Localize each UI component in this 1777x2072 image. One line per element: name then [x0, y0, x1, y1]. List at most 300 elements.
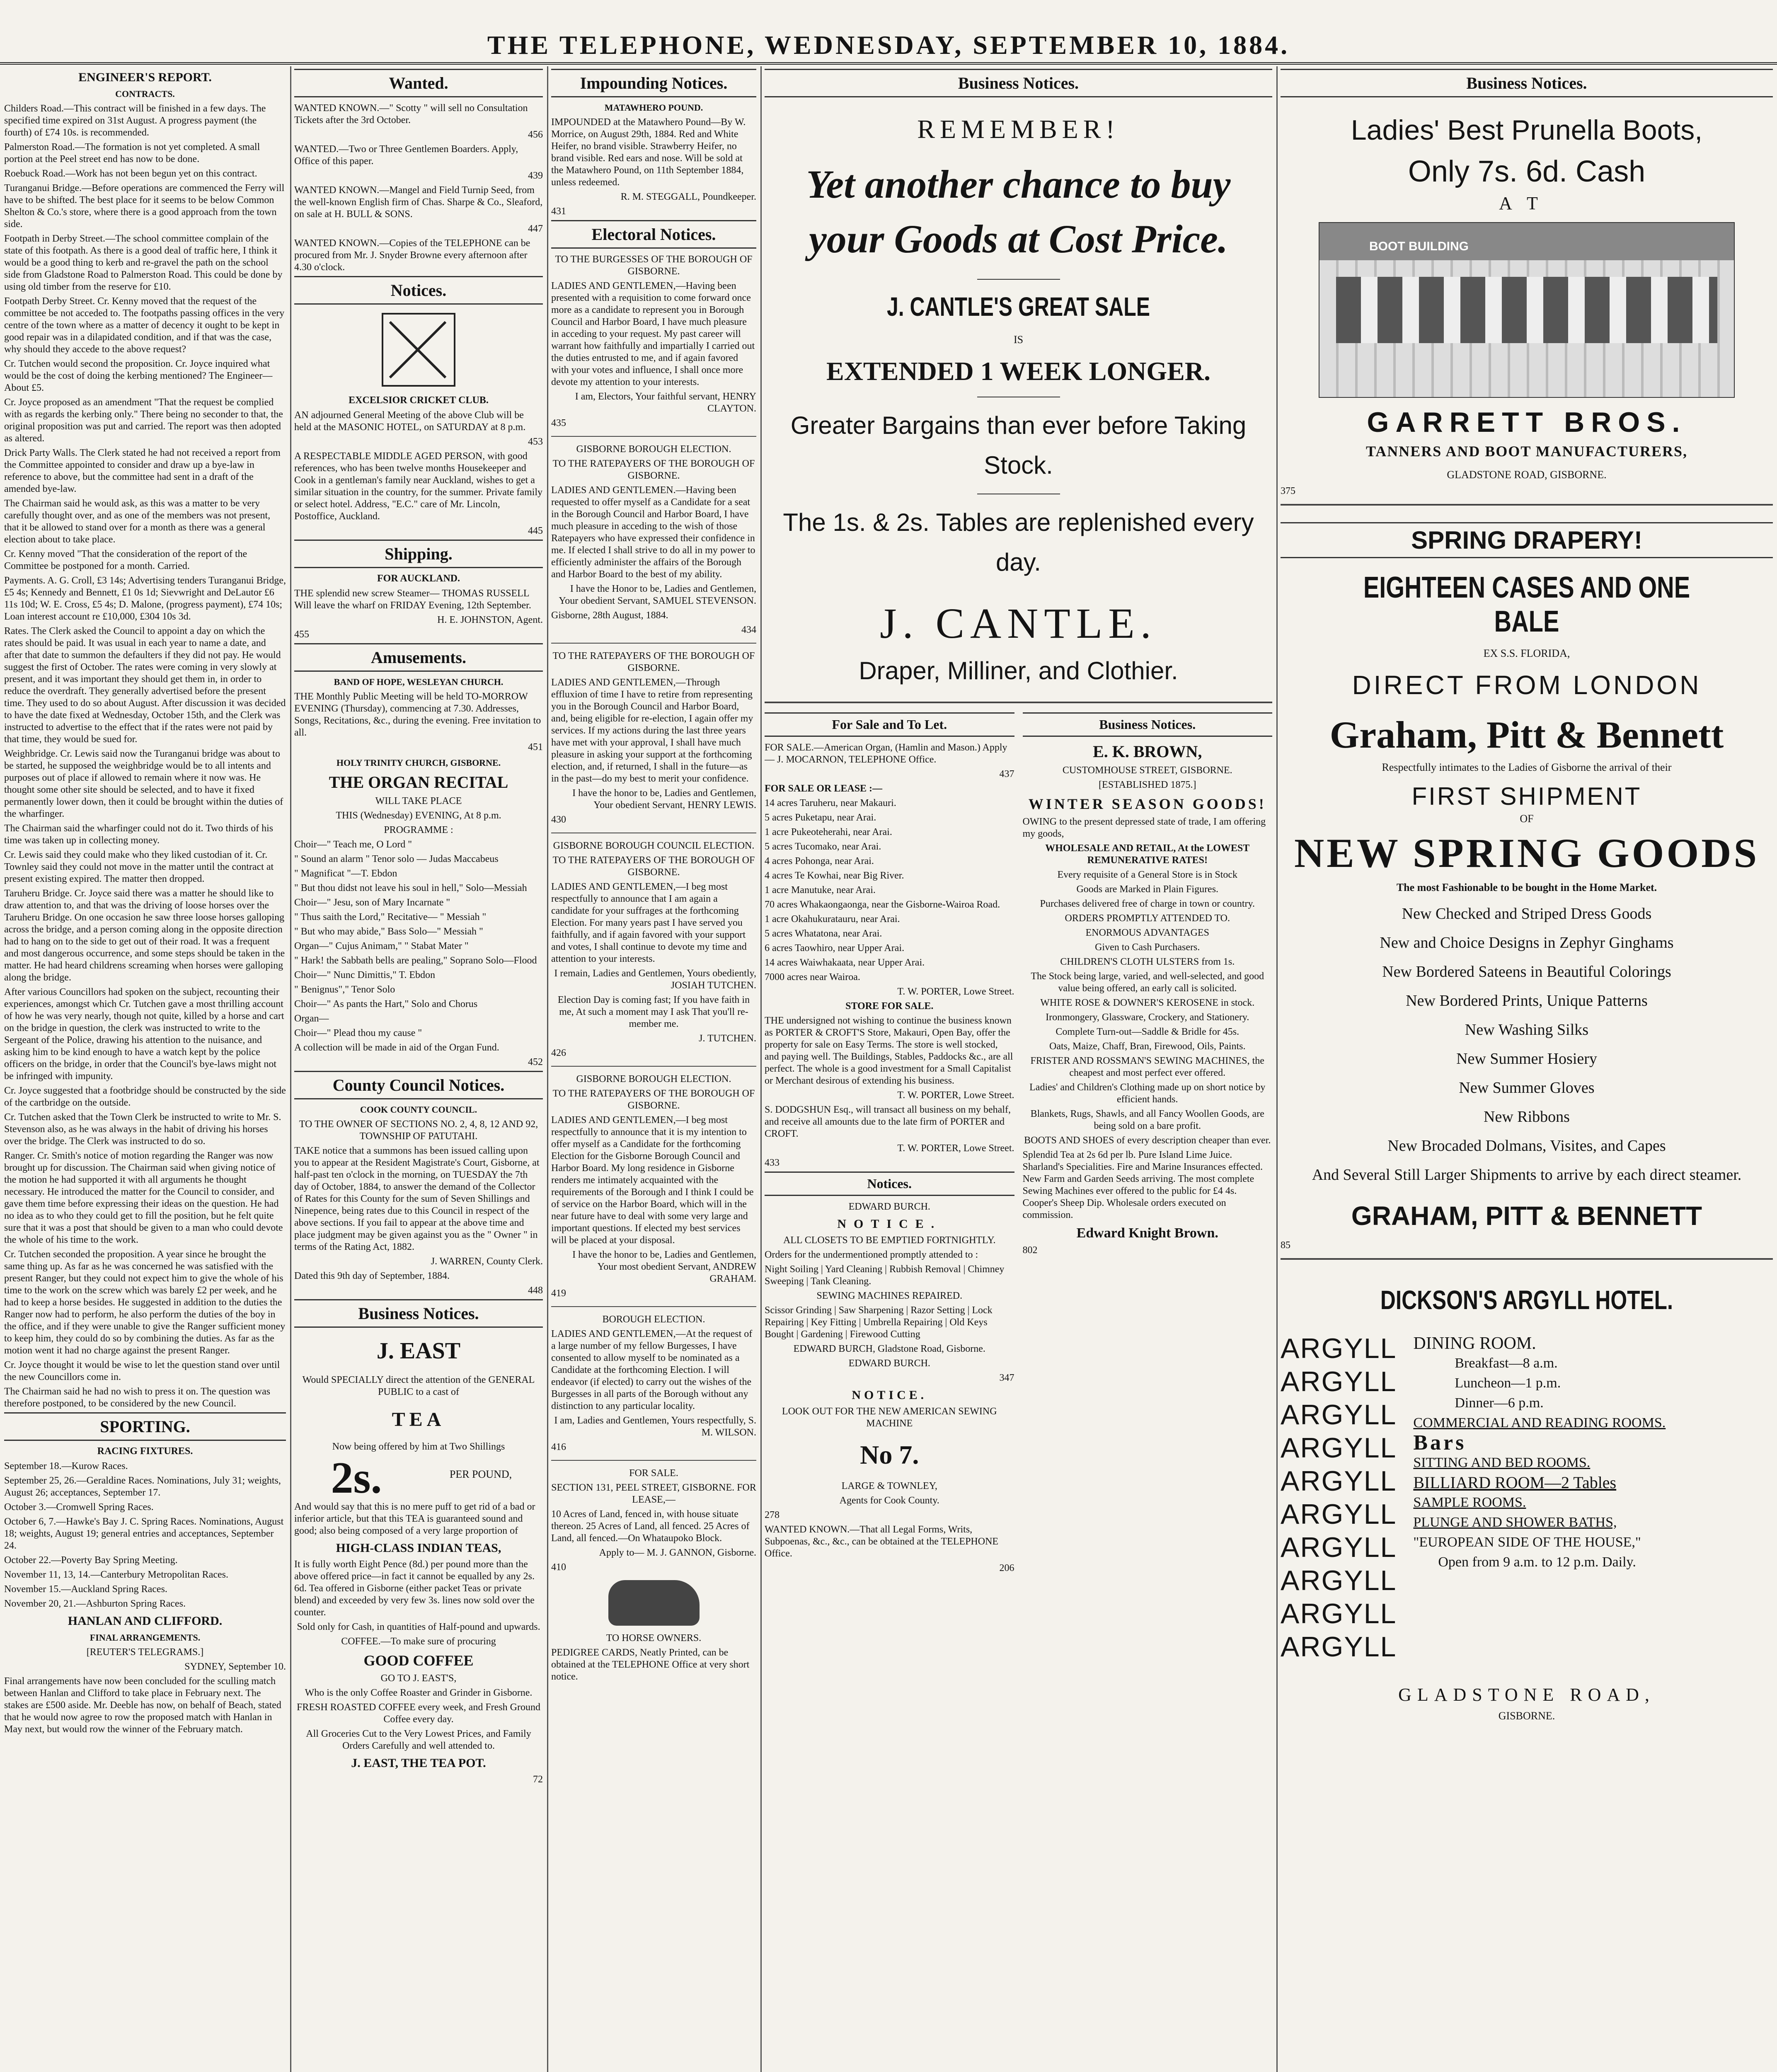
boots-price: Only 7s. 6d. Cash	[1408, 155, 1646, 188]
graham-pitt-bennett: Graham, Pitt & Bennett	[1329, 714, 1724, 756]
luncheon-time: Luncheon—1 p.m.	[1455, 1375, 1561, 1391]
report-paragraph: Turanganui Bridge.—Before operations are commenced the Ferry will have to be shifted. The best place for it seems to be below Common Shelton & Co.'s store, where there is a good approach from the town side.	[4, 183, 285, 230]
lower-ads	[765, 710, 1272, 1577]
report-paragraph: Rates. The Clerk asked the Council to appoint a day on which the rates should be paid. It was usual in each year to name a date, and after that date to summon the defaulters if they did not pay. He would suggest the first of October. The rates were coming in very slowly at present, and it was important they should get them in, in order to reduce the overdraft. They generally advertised before the present time. They used to do so about August. After discussion it was decided to have the date fixed at Wednesday, October 15th, and the Clerk was instructed to advertise to the effect that if the rates were not paid by that time, they would be sued for.	[4, 626, 286, 745]
respectfully-intimates: Respectfully intimates to the Ladies of Gisborne the arrival of their	[1382, 761, 1672, 773]
burch-list: Scissor Grinding | Saw Sharpening | Razor Setting | Lock Repairing | Key Fitting | Umbrella Repairing | Old Keys Bought | Gardening | Firewood Cutting	[765, 1305, 993, 1340]
sitting-rooms: SITTING AND BED ROOMS.	[1413, 1455, 1591, 1470]
goods-item: New Checked and Striped Dress Goods	[1402, 905, 1652, 922]
prunella-boots: Ladies' Best Prunella Boots,	[1351, 114, 1703, 146]
impounding-header: Impounding Notices.	[551, 69, 756, 97]
programme-item: Organ—	[294, 1013, 329, 1024]
cricket-text: AN adjourned General Meeting of the above Club will be held at the MASONIC HOTEL, on SATURDAY at 8 p.m.	[294, 410, 526, 433]
tanners: TANNERS AND BOOT MANUFACTURERS,	[1365, 443, 1688, 460]
lewis-sign: I have the honor to be, Ladies and Gentlemen, Your obedient Servant, HENRY LEWIS.	[572, 788, 756, 811]
stevenson-date: Gisborne, 28th August, 1884.	[551, 610, 668, 621]
argyll-word: ARGYLL	[1281, 1565, 1397, 1596]
brown-winter: WINTER SEASON GOODS!	[1028, 796, 1266, 812]
wilson-head: BOROUGH ELECTION.	[602, 1314, 705, 1325]
store-sign: T. W. PORTER, Lowe Street.	[897, 1090, 1014, 1101]
garrett-bros: GARRETT BROS.	[1367, 407, 1687, 438]
burch-notice: NOTICE.	[837, 1217, 942, 1231]
hanlan-subtitle: FINAL ARRANGEMENTS.	[90, 1632, 201, 1643]
wanted-ad-number: 456	[528, 129, 543, 140]
report-paragraph: Cr. Joyce proposed as an amendment "That the request be complied with as regards the kerbing only." There being no seconder to that, the original proposition was put and carried. The report was then adopted as altered.	[4, 397, 283, 444]
lewis-to: TO THE RATEPAYERS OF THE BOROUGH OF GISBORNE.	[552, 651, 755, 673]
programme-item: " But thou didst not leave his soul in hell," Solo—Messiah	[294, 883, 527, 893]
townley-notice: NOTICE.	[852, 1388, 927, 1402]
sale-title: SECTION 131, PEEL STREET, GISBORNE. FOR LEASE,—	[551, 1482, 756, 1505]
programme-item: " But who may abide," Bass Solo—" Messiah "	[294, 926, 483, 937]
brown-stock: The Stock being large, varied, and well-selected, and good value being offered, an early call is solicited.	[1031, 971, 1264, 994]
masthead-title: THE TELEPHONE, WEDNESDAY, SEPTEMBER 10, 1884.	[487, 30, 1290, 60]
column-wanted-notices	[294, 66, 543, 2072]
county-to: TO THE OWNER OF SECTIONS NO. 2, 4, 8, 12 AND 92, TOWNSHIP OF PATUTAHI.	[299, 1119, 538, 1142]
shipping-number: 455	[294, 629, 309, 640]
cricket-title: EXCELSIOR CRICKET CLUB.	[349, 395, 489, 406]
brown-ulsters: CHILDREN'S CLOTH ULSTERS from 1s.	[1060, 956, 1235, 967]
band-text: THE Monthly Public Meeting will be held TO-MORROW EVENING (Thursday), commencing at 7.30. Addresses, Songs, Recitations, &c., during the evening. Free invitation to all.	[294, 691, 541, 738]
notices-header: Notices.	[765, 1172, 1014, 1196]
graham-to: TO THE RATEPAYERS OF THE BOROUGH OF GISBORNE.	[552, 1088, 755, 1111]
clayton-sign: I am, Electors, Your faithful servant, HENRY CLAYTON.	[575, 391, 756, 414]
east-tea-text: Now being offered by him at Two Shillings	[332, 1441, 505, 1452]
lease-title: FOR SALE OR LEASE :—	[765, 783, 883, 794]
burch-sign: EDWARD BURCH, Gladstone Road, Gisborne.	[793, 1343, 985, 1354]
hanlan-text: Final arrangements have now been concluded for the sculling match between Hanlan and Clifford to take place in February next. The stakes are £500 aside. Mr. Deeble has now, on behalf of Beach, stated that he would now agree to row the proposed match with Hanlan in May next, but would row the winner of the February match.	[4, 1676, 281, 1735]
wanted-ad: WANTED.—Two or Three Gentlemen Boarders. Apply, Office of this paper.	[294, 144, 518, 167]
bargains-text: Greater Bargains than ever before Taking Stock.	[790, 411, 1247, 479]
divider	[551, 1066, 756, 1067]
remember-heading: REMEMBER!	[917, 114, 1120, 144]
lewis-text: LADIES AND GENTLEMEN,—Through effluxion of time I have to retire from representing you in the Borough Council and Harbor Board, and, being eligible for re-election, I again offer my services. If my actions during the last three years have met with your approval, I shall have much pleasure in asking your support at the forthcoming election, and, if returned, I shall in the future—as in the past—do my best to merit your confidence.	[551, 677, 753, 784]
graham-sign: I have the honor to be, Ladies and Gentlemen, Your most obedient Servant, ANDREW GRAHAM.	[572, 1249, 756, 1284]
organ-number: 452	[528, 1057, 543, 1067]
shipping-destination: FOR AUCKLAND.	[377, 573, 460, 584]
lease-item: 5 acres Whatatona, near Arai.	[765, 928, 882, 939]
stevenson-to: TO THE RATEPAYERS OF THE BOROUGH OF GISBORNE.	[552, 458, 755, 481]
brown-established: [ESTABLISHED 1875.]	[1099, 779, 1196, 790]
store-windows	[1336, 277, 1717, 343]
lease-item: 14 acres Waiwhakaata, near Upper Arai.	[765, 957, 925, 968]
stevenson-head: GISBORNE BOROUGH ELECTION.	[576, 444, 731, 455]
programme-item: " Thus saith the Lord," Recitative— " Messiah "	[294, 912, 487, 922]
report-paragraph: Roebuck Road.—Work has not been begun yet on this contract.	[4, 168, 257, 179]
report-title: ENGINEER'S REPORT.	[78, 70, 212, 84]
report-paragraph: Taruheru Bridge. Cr. Joyce said there was a matter he should like to draw attention to, and that was the driving of loose horses over the Taruheru Bridge. On one occasion he saw three loose horses galloping across the bridge, and a person coming along in the opposite direction had to hang on to the side to get out of their road. It was a frequent and most dangerous occurrence, and some steps should be taken in the matter. He had heard childrens screaming when horses were galloping along the bridge.	[4, 888, 285, 983]
garrett-store-engraving	[1319, 222, 1735, 398]
east-indian: HIGH-CLASS INDIAN TEAS,	[336, 1541, 501, 1555]
shipping-text: THE splendid new screw Steamer— THOMAS RUSSELL Will leave the wharf on FRIDAY Evening, 12th September.	[294, 588, 531, 611]
report-paragraph: The Chairman said he would ask, as this was a matter to be very carefully thought over, and as one of the members was not present, that it be allowed to stand over for a month as there was a general election about to take place.	[4, 498, 271, 545]
shipping-agent: H. E. JOHNSTON, Agent.	[437, 615, 543, 625]
brown-turnout: Complete Turn-out—Saddle & Bridle for 45s.	[1056, 1026, 1240, 1037]
graham-text: LADIES AND GENTLEMEN,—I beg most respectfully to announce that it is my intention to offer myself as a Candidate for the forthcoming Election for the Gisborne Borough Council and Harbor Board. My long residence in Gisborne renders me intimately acquainted with the requirements of the Borough and I think I could be of service on the Harbor Board, which will in the near future have to deal with some very large and important questions. If elected my best services will be placed at your disposal.	[551, 1115, 754, 1246]
lease-item: 4 acres Te Kowhai, near Big River.	[765, 870, 904, 881]
report-paragraph: The Chairman said he had no wish to press it on. The question was therefore postponed, to be considered by the new Council.	[4, 1386, 271, 1409]
brown-free: Purchases delivered free of charge in town or country.	[1040, 898, 1255, 909]
county-title: COOK COUNTY COUNCIL.	[360, 1104, 477, 1115]
wanted-list	[294, 102, 543, 274]
lease-list	[765, 797, 1014, 983]
east-text2: And would say that this is no mere puff to get rid of a bad or inferior article, but that this TEA is guaranteed sound and good; also being composed of a very large proportion of	[294, 1501, 535, 1536]
burch-orders: Orders for the undermentioned promptly attended to :	[765, 1249, 978, 1260]
dodgshun-sign: T. W. PORTER, Lowe Street.	[897, 1143, 1014, 1154]
opening-hours: Open from 9 a.m. to 12 p.m. Daily.	[1438, 1554, 1636, 1570]
organ-sale-number: 437	[999, 769, 1014, 779]
sale-apply: Apply to— M. J. GANNON, Gisborne.	[599, 1547, 756, 1558]
divider	[551, 643, 756, 644]
brown-goods: Goods are Marked in Plain Figures.	[1076, 884, 1219, 895]
brown-number: 802	[1022, 1245, 1038, 1256]
tutchen-to: TO THE RATEPAYERS OF THE BOROUGH OF GISBORNE.	[552, 855, 755, 878]
stevenson-number: 434	[741, 625, 756, 635]
wanted-header: Wanted.	[294, 69, 543, 97]
graham-head: GISBORNE BOROUGH ELECTION.	[576, 1074, 731, 1084]
store-title: STORE FOR SALE.	[845, 1001, 934, 1012]
report-paragraph: Footpath Derby Street. Cr. Kenny moved that the request of the committee be not acceded to. The footpaths passing offices in the very centre of the town where as a matter of decency it ought to be kept in good repair was in a dilapidated condition, and if that was the case, why should they accede to the above request?	[4, 296, 285, 355]
brown-every: Every requisite of a General Store is in Stock	[1057, 869, 1238, 880]
county-sign: J. WARREN, County Clerk.	[431, 1256, 543, 1267]
brown-wholesale: WHOLESALE AND RETAIL, At the LOWEST REMUNERATIVE RATES!	[1045, 843, 1250, 866]
report-paragraph: Cr. Tutchen seconded the proposition. A year since he brought the same thing up. As far as he was concerned he was satisfied with the present Ranger, but they could not expect him to give the whole of his time to the work on the screw which was barely £2 per week, and he had to keep a horse besides. He suggested in addition to the duties the Ranger now had to perform, he also perform the duties of the boy in the office, and if they were unable to give the Ranger sufficient money to keep him, they could do so by combining the duties. As far as the motion went it had no charge against the present Ranger.	[4, 1249, 286, 1356]
county-date: Dated this 9th day of September, 1884.	[294, 1271, 450, 1281]
breakfast-time: Breakfast—8 a.m.	[1455, 1356, 1558, 1371]
tutchen-head: GISBORNE BOROUGH COUNCIL ELECTION.	[553, 840, 755, 851]
report-subtitle: CONTRACTS.	[115, 89, 175, 99]
brown-cash: Given to Cash Purchasers.	[1095, 942, 1200, 953]
yet-another-chance: Yet another chance to buy your Goods at Cost Price.	[806, 162, 1231, 261]
lease-item: 14 acres Taruheru, near Makauri.	[765, 798, 896, 808]
lease-item: 5 acres Puketapu, near Arai.	[765, 812, 876, 823]
business-header: Business Notices.	[1281, 69, 1773, 97]
dodgshun-number: 433	[765, 1157, 780, 1168]
racing-list	[4, 1460, 286, 1610]
tutchen-verse: Election Day is coming fast; If you have faith in me, At such a moment may I ask That you'll re-member me.	[557, 995, 750, 1029]
wilson-text: LADIES AND GENTLEMEN,—At the request of a large number of my fellow Burgesses, I have consented to allow myself to be nominated as a Candidate at the forthcoming Election. I will endeavor (if elected) to carry out the wishes of the Burgesses in all parts of the Borough without any distinction to any particular locality.	[551, 1329, 753, 1411]
cantle-name: J. CANTLE.	[880, 600, 1157, 647]
wanted-ad-number: 439	[528, 170, 543, 181]
stevenson-text: LADIES AND GENTLEMEN.—Having been requested to offer myself as a Candidate for a seat in the Borough Council and Harbor Board, I have much pleasure in acceding to the wish of those Ratepayers who have expressed their confidence in me. If elected I shall strive to do all in my power to efficiently administer the affairs of the Borough and Harbor Board to the best of my ability.	[551, 485, 755, 580]
divider	[977, 279, 1060, 280]
column-rule	[290, 66, 291, 2072]
east-tea: TEA	[392, 1409, 445, 1431]
county-header: County Council Notices.	[294, 1071, 543, 1099]
burch-services: Night Soiling | Yard Cleaning | Rubbish Removal | Chimney Sweeping | Tank Cleaning.	[765, 1264, 1005, 1287]
report-paragraph: Payments. A. G. Croll, £3 14s; Advertising tenders Turanganui Bridge, £5 4s; Kennedy and Bennett, £1 0s 1d; Sievwright and DeLautor £6 11s 10d; W. E. Cross, £5 4s; D. Malone, (progress payment), £74 10s; Loan interest account re £10,000, £304 10s 3d.	[4, 575, 286, 622]
garrett-address: GLADSTONE ROAD, GISBORNE.	[1447, 469, 1607, 481]
goods-item: New and Choice Designs in Zephyr Ginghams	[1380, 934, 1674, 951]
organ-title: THE ORGAN RECITAL	[329, 773, 508, 792]
clayton-text: LADIES AND GENTLEMEN,—Having been presented with a requisition to come forward once more as a candidate to represent you in Borough Council and Harbor Board, I have much pleasure in acceding to your request. My past career will warrant how faithfully and impartially I carried out the duties entrusted to me, and if again favored with your votes and influence, I shall once more devote my attention to your interests.	[551, 281, 755, 387]
shipping-header: Shipping.	[294, 540, 543, 568]
townley-number-seven: No 7.	[860, 1440, 919, 1469]
lewis-number: 430	[551, 814, 566, 825]
goods-item: New Ribbons	[1484, 1108, 1570, 1126]
east-groceries: All Groceries Cut to the Very Lowest Prices, and Family Orders Carefully and well attended to.	[306, 1728, 531, 1751]
townley-number: 278	[765, 1510, 780, 1520]
burch-foot: EDWARD BURCH.	[848, 1358, 930, 1369]
report-paragraph: Childers Road.—This contract will be finished in a few days. The specified time expired on 31st August. A progress payment (the fourth) of £74 10s. is recommended.	[4, 103, 266, 138]
programme-item: Choir—" Nunc Dimittis," T. Ebdon	[294, 970, 436, 980]
brown-boots: BOOTS AND SHOES of every description cheaper than ever.	[1024, 1135, 1271, 1146]
report-paragraph: Weighbridge. Cr. Lewis said now the Turanganui bridge was about to be started, he supposed the weighbridge would be to all intents and purposes out of place if allowed to remain where it now was. He thought some other site should be selected, and to have it fixed permanently lower down, then it could be brought within the duties of the wharfinger.	[4, 748, 283, 819]
argyll-word: ARGYLL	[1281, 1399, 1397, 1431]
brown-owing: OWING to the present depressed state of trade, I am offering my goods,	[1022, 816, 1266, 839]
programme-item: " Sound an alarm " Tenor solo — Judas Maccabeus	[294, 854, 499, 864]
divider	[765, 702, 1272, 703]
goods-item: New Bordered Sateens in Beautiful Colorings	[1382, 963, 1671, 980]
bars: Bars	[1413, 1431, 1467, 1455]
column-drapery-hotel	[1281, 66, 1773, 2072]
horse-engraving	[608, 1580, 700, 1626]
east-price-row	[294, 1455, 543, 1501]
east-coffee-intro: COFFEE.—To make sure of procuring	[341, 1636, 496, 1647]
programme-item: Choir—" Plead thou my cause "	[294, 1028, 422, 1038]
housekeeper-text: A RESPECTABLE MIDDLE AGED PERSON, with good references, who has been twelve months Housekeeper and Cook in a gentleman's family near Auckland, wishes to get a similar situation in the country, for the summer. Private family or select hotel. Address, "E.C." care of Mr. Lincoln, Postoffice, Auckland.	[294, 451, 542, 522]
wanted-ad: WANTED KNOWN.—" Scotty " will sell no Consultation Tickets after the 3rd October.	[294, 103, 528, 126]
matawhero-number: 431	[551, 206, 566, 217]
hotel-facilities	[1413, 1332, 1666, 1663]
hotel-town: GISBORNE.	[1498, 1710, 1555, 1722]
east-coffee-text: Who is the only Coffee Roaster and Grinder in Gisborne.	[305, 1687, 533, 1698]
divider	[1281, 504, 1773, 506]
brown-column	[1023, 710, 1273, 1577]
programme-item: Choir—" Teach me, O Lord "	[294, 839, 412, 850]
goods-item: New Summer Gloves	[1459, 1079, 1595, 1097]
lease-item: 4 acres Pohonga, near Arai.	[765, 856, 874, 867]
burch-name: EDWARD BURCH.	[848, 1201, 930, 1212]
county-text: TAKE notice that a summons has been issued calling upon you to appear at the Resident Magistrate's Court, Gisborne, at half-past ten o'clock in the morning, on TUESDAY the 7th day of October, 1884, to answer the demand of the Collector of Rates for this County for the sum of Seven Shillings and Ninepence, being rates due to this Council in respect of the above sections. If you fail to appear at the above time and place judgment may be given against you as the " Owner " in terms of the Rating Act, 1882.	[294, 1145, 540, 1252]
legal-forms-text: WANTED KNOWN.—That all Legal Forms, Writs, Subpoenas, &c., &c., can be obtained at the TELEPHONE Office.	[765, 1524, 999, 1559]
matawhero-sign: R. M. STEGGALL, Poundkeeper.	[620, 191, 756, 202]
lease-item: 1 acre Manutuke, near Arai.	[765, 885, 876, 896]
business-header: Business Notices.	[765, 69, 1272, 97]
report-paragraph: Drick Party Walls. The Clerk stated he had not received a report from the Committee appointed to consider and draw up a bye-law in reference to above, but the committee had sent in a draft of the amended bye-law.	[4, 448, 281, 494]
brown-header: Business Notices.	[1023, 712, 1273, 737]
wilson-sign: I am, Ladies and Gentlemen, Yours respectfully, S. M. WILSON.	[554, 1415, 756, 1438]
stevenson-sign: I have the Honor to be, Ladies and Gentlemen, Your obedient Servant, SAMUEL STEVENSON.	[559, 583, 756, 606]
hanlan-place: SYDNEY, September 10.	[184, 1661, 286, 1672]
horse-text: PEDIGREE CARDS, Neatly Printed, can be obtained at the TELEPHONE Office at very short notice.	[551, 1647, 750, 1682]
column-rule	[547, 66, 548, 2072]
notices-header: Notices.	[294, 276, 543, 305]
goods-item: New Brocaded Dolmans, Visites, and Capes	[1387, 1137, 1666, 1155]
lease-item: 1 acre Okahukuratauru, near Arai.	[765, 914, 900, 925]
brown-street: CUSTOMHOUSE STREET, GISBORNE.	[1062, 765, 1232, 776]
divider	[551, 1460, 756, 1461]
racing-fixture: October 22.—Poverty Bay Spring Meeting.	[4, 1555, 178, 1566]
argyll-word: ARGYLL	[1281, 1598, 1397, 1629]
sporting-header: SPORTING.	[4, 1412, 286, 1441]
brown-ironmongery: Ironmongery, Glassware, Crockery, and Stationery.	[1046, 1012, 1249, 1023]
brown-blankets: Blankets, Rugs, Shawls, and all Fancy Woollen Goods, are being sold on a bare profit.	[1030, 1109, 1264, 1131]
report-paragraph: Cr. Tutchen would second the proposition. Cr. Joyce inquired what would be the cost of doing the kerbing mentioned? The Engineer—About £5.	[4, 358, 273, 393]
tutchen-text: LADIES AND GENTLEMEN,—I beg most respectfully to announce that I am again a candidate for your suffrages at the forthcoming Election. For many years past I have served you faithfully, and if again favored with your support and votes, I shall continue to devote my time and attention to your interests.	[551, 881, 747, 964]
dickson-hotel: DICKSON'S ARGYLL HOTEL.	[1380, 1285, 1673, 1315]
for-sale-column	[765, 710, 1014, 1577]
tutchen-sign: I remain, Ladies and Gentlemen, Yours obediently, JOSIAH TUTCHEN.	[554, 968, 756, 991]
band-number: 451	[528, 742, 543, 753]
divider	[1281, 1258, 1773, 1260]
racing-fixture: November 20, 21.—Ashburton Spring Races.	[4, 1598, 186, 1609]
housekeeper-number: 445	[528, 525, 543, 536]
plunge-baths: PLUNGE AND SHOWER BATHS,	[1413, 1515, 1617, 1530]
brown-advantages: ENORMOUS ADVANTAGES	[1085, 927, 1209, 938]
report-paragraph: After various Councillors had spoken on the subject, recounting their experiences, amongst which Cr. Tutchen gave a most thrilling account of how he was very nearly, though not quite, killed by a horse and cart on the bridge in question, the clerk was instructed to write to the Sergeant of the Police, drawing his attention to the nuisance, and asking him to be kind enough to have a watch kept by the police officers on the bridge, in order that the Council's bye-laws might not be infringed with impunity.	[4, 987, 284, 1082]
is-word: IS	[1013, 334, 1024, 346]
argyll-word: ARGYLL	[1281, 1498, 1397, 1530]
column-rule	[760, 66, 762, 2072]
wanted-ad: WANTED KNOWN.—Copies of the TELEPHONE can be procured from Mr. J. Snyder Browne every afternoon after 4.30 o'clock.	[294, 238, 530, 273]
masthead	[0, 0, 1777, 65]
racing-fixture: September 18.—Kurow Races.	[4, 1461, 128, 1472]
programme-item: " Hark! the Sabbath bells are pealing," Soprano Solo—Flood	[294, 955, 537, 966]
east-price: 2s.	[331, 1453, 382, 1503]
report-body	[4, 103, 286, 1410]
first-shipment: FIRST SHIPMENT	[1411, 782, 1642, 810]
fashionable-text: The most Fashionable to be bought in the Home Market.	[1396, 881, 1657, 893]
east-number: 72	[533, 1774, 543, 1785]
goods-item: New Summer Hosiery	[1456, 1050, 1597, 1067]
organ-time: THIS (Wednesday) EVENING, At 8 p.m.	[336, 810, 501, 821]
gpb-number: 85	[1281, 1240, 1290, 1251]
report-paragraph: Cr. Tutchen asked that the Town Clerk be instructed to write to Mr. S. Stevenson also, as he was always in the habit of driving his horses over the bridge. The Clerk was instructed to do so.	[4, 1112, 281, 1147]
sample-rooms: SAMPLE ROOMS.	[1413, 1495, 1526, 1510]
east-name: J. EAST	[376, 1338, 461, 1364]
sale-items: 10 Acres of Land, fenced in, with house situate thereon. 25 Acres of Land, all fenced. 25 Acres of Land, all fenced.—On Whataupoko Block.	[551, 1509, 750, 1544]
tutchen-sign2: J. TUTCHEN.	[699, 1033, 756, 1044]
organ-church: HOLY TRINITY CHURCH, GISBORNE.	[336, 758, 501, 768]
band-title: BAND OF HOPE, WESLEYAN CHURCH.	[334, 677, 504, 687]
hanlan-title: HANLAN AND CLIFFORD.	[68, 1614, 223, 1628]
report-paragraph: Palmerston Road.—The formation is not yet completed. A small portion at the Peel street end has now to be done.	[4, 142, 260, 165]
report-paragraph: Cr. Joyce suggested that a footbridge should be constructed by the side of the cartbridge on the outside.	[4, 1085, 286, 1108]
clayton-number: 435	[551, 418, 566, 428]
brown-sewing: FRISTER AND ROSSMAN'S SEWING MACHINES, the cheapest and most perfect ever offered.	[1030, 1055, 1264, 1078]
east-fresh: FRESH ROASTED COFFEE every week, and Fresh Ground Coffee every day.	[297, 1702, 540, 1725]
organ-programme	[294, 839, 543, 1039]
report-paragraph: Cr. Lewis said they could make who they liked custodian of it. Cr. Townley said they could not move in the matter until the contract at present existing expired. The matter then dropped.	[4, 850, 274, 884]
clayton-to: TO THE BURGESSES OF THE BOROUGH OF GISBORNE.	[555, 254, 753, 277]
townley-firm: LARGE & TOWNLEY,	[841, 1481, 937, 1491]
report-paragraph: Ranger. Cr. Smith's notice of motion regarding the Ranger was now brought up for discussion. The Chairman said when giving notice of the motion he had supported it with all arguments he thought necessary. He introduced the matter for the Council to consider, and gave them time before expressing their ideas on the question. He had no idea as to who they could get to fill the position, but he felt quite sure that it was a post that should be given to a man who could devote the whole of his time to the work.	[4, 1150, 283, 1245]
argyll-word: ARGYLL	[1281, 1532, 1397, 1563]
brown-orders: ORDERS PROMPTLY ATTENDED TO.	[1065, 913, 1230, 924]
store-sign: BOOT BUILDING	[1369, 240, 1469, 253]
programme-item: " Benignus"," Tenor Solo	[294, 984, 395, 995]
brown-list: Splendid Tea at 2s 6d per lb. Pure Island Lime Juice. Sharland's Specialities. Fire and Marine Insurances effected. New Farm and Garden Seeds arriving. The most complete Sewing Machines ever offered to the public for £4 4s. Cooper's Sheep Dip. Wholesale orders executed on commission.	[1022, 1150, 1263, 1220]
report-paragraph: Cr. Joyce thought it would be wise to let the question stand over until the new Councillors come in.	[4, 1360, 280, 1382]
report-paragraph: Cr. Kenny moved "That the consideration of the report of the Committee be postponed for a month. Carried.	[4, 549, 247, 571]
european-side: "EUROPEAN SIDE OF THE HOUSE,"	[1413, 1535, 1641, 1550]
argyll-word: ARGYLL	[1281, 1432, 1397, 1464]
argyll-word: ARGYLL	[1281, 1631, 1397, 1663]
amusements-header: Amusements.	[294, 643, 543, 672]
hanlan-source: [REUTER'S TELEGRAMS.]	[86, 1647, 204, 1658]
report-paragraph: Footpath in Derby Street.—The school committee complain of the state of this footpath. As there is a good deal of traffic here, I think it would be a good thing to kerb and re-gravel the path on the school side from Gladstone Road to Palmerston Road. This could be done by using old timber from the reserve for £10.	[4, 233, 283, 292]
wanted-ad-number: 447	[528, 223, 543, 234]
billiard-room: BILLIARD ROOM—2 Tables	[1413, 1473, 1617, 1492]
racing-fixture: October 6, 7.—Hawke's Bay J. C. Spring Races. Nominations, August 18; weights, August 19; general entries and acceptances, September 24.	[4, 1516, 284, 1551]
programme-item: Organ—" Cujus Animam," " Stabat Mater "	[294, 941, 469, 951]
divider	[551, 436, 756, 437]
horse-title: TO HORSE OWNERS.	[606, 1633, 702, 1644]
sale-head: FOR SALE.	[629, 1468, 678, 1479]
column-council-report	[4, 66, 286, 2072]
townley-look: LOOK OUT FOR THE NEW AMERICAN SEWING MACHINE	[782, 1406, 997, 1429]
new-spring-goods: NEW SPRING GOODS	[1294, 830, 1760, 876]
dodgshun-text: S. DODGSHUN Esq., will transact all business on my behalf, and receive all amounts due to the late firm of PORTER and CROFT.	[765, 1104, 1011, 1139]
brown-name: E. K. BROWN,	[1093, 742, 1202, 761]
goods-item: New Washing Silks	[1465, 1021, 1589, 1038]
argyll-word: ARGYLL	[1281, 1366, 1397, 1397]
tables-text: The 1s. & 2s. Tables are replenished every day.	[783, 508, 1254, 576]
graham-pitt-bennett-footer: GRAHAM, PITT & BENNETT	[1351, 1201, 1702, 1231]
column-electoral-notices	[551, 66, 756, 2072]
graham-number: 419	[551, 1288, 566, 1299]
goods-item: New Bordered Prints, Unique Patterns	[1406, 992, 1648, 1009]
cricket-number: 453	[528, 436, 543, 447]
racing-title: RACING FIXTURES.	[97, 1446, 193, 1457]
lease-item: 7000 acres near Wairoa.	[765, 972, 860, 983]
goods-list	[1281, 905, 1773, 1184]
hotel-address: GLADSTONE ROAD,	[1398, 1685, 1655, 1705]
organ-sale-text: FOR SALE.—American Organ, (Hamlin and Mason.) Apply — J. MOCARNON, TELEPHONE Office.	[765, 742, 1007, 765]
east-text3: It is fully worth Eight Pence (8d.) per pound more than the above offered price—in fact it cannot be equalled by any 2s. 6d. Tea offered in Gisborne (either packet Teas or private blend) and exceeded by very few 3s. lines now sold over the counter.	[294, 1559, 535, 1618]
brown-ladies: Ladies' and Children's Clothing made up on short notice by efficient hands.	[1029, 1082, 1266, 1105]
eighteen-cases: EIGHTEEN CASES AND ONE BALE	[1363, 571, 1690, 638]
county-number: 448	[528, 1285, 543, 1296]
report-paragraph: The Chairman said the wharfinger could not do it. Two thirds of his time was taken up in collecting money.	[4, 823, 274, 846]
east-go: GO TO J. EAST'S,	[380, 1673, 457, 1684]
brown-kerosene: WHITE ROSE & DOWNER'S KEROSENE in stock.	[1040, 997, 1255, 1008]
organ-collection: A collection will be made in aid of the Organ Fund.	[294, 1042, 499, 1053]
matawhero-text: IMPOUNDED at the Matawhero Pound—By W. Morrice, on August 29th, 1884. Red and White Heifer, no brand visible. Strawberry Heifer, no brand visible. Red ears and nose. Will be sold at the Matawhero Pound, on 11th September 1884, unless redeemed.	[551, 117, 746, 188]
divider	[551, 1306, 756, 1307]
spring-drapery: SPRING DRAPERY!	[1281, 522, 1773, 558]
townley-agents: Agents for Cook County.	[839, 1495, 939, 1506]
commercial-rooms: COMMERCIAL AND READING ROOMS.	[1413, 1415, 1666, 1431]
lease-item: 70 acres Whakaongaonga, near the Gisborne-Wairoa Road.	[765, 899, 1000, 910]
legal-forms-number: 206	[999, 1563, 1014, 1573]
east-sold: Sold only for Cash, in quantities of Half-pound and upwards.	[297, 1622, 540, 1632]
dining-room: DINING ROOM.	[1413, 1334, 1536, 1353]
tutchen-number: 426	[551, 1048, 566, 1058]
column-rule	[1276, 66, 1278, 2072]
argyll-word: ARGYLL	[1281, 1333, 1397, 1364]
east-sign: J. EAST, THE TEA POT.	[351, 1756, 486, 1770]
east-coffee: GOOD COFFEE	[363, 1652, 474, 1669]
sale-number: 410	[551, 1562, 566, 1573]
direct-from-london: DIRECT FROM LONDON	[1352, 670, 1702, 700]
organ-subtitle: WILL TAKE PLACE	[375, 796, 462, 806]
of-word: OF	[1520, 813, 1534, 825]
organ-programme-title: PROGRAMME :	[384, 825, 453, 835]
argyll-block	[1281, 1332, 1773, 1663]
store-text: THE undersigned not wishing to continue the business known as PORTER & CROFT'S Store, Makauri, Open Bay, offer the property for sale on Easy Terms. The store is well stocked, and paying well. The Buildings, Stables, Paddocks &c., are all perfect. The whole is a good investment for a Small Capitalist or Merchant desirous of extending his business.	[765, 1015, 1013, 1086]
burch-closets: ALL CLOSETS TO BE EMPTIED FORTNIGHTLY.	[783, 1235, 996, 1246]
draper-text: Draper, Milliner, and Clothier.	[859, 657, 1178, 685]
lease-item: 5 acres Tucomako, near Arai.	[765, 841, 881, 852]
programme-item: Choir—" As pants the Hart," Solo and Chorus	[294, 999, 478, 1009]
ex-florida: EX S.S. FLORIDA,	[1483, 647, 1570, 659]
for-sale-header: For Sale and To Let.	[765, 712, 1014, 737]
programme-item: " Magnificat "—T. Ebdon	[294, 868, 397, 879]
lease-item: 1 acre Pukeoteherahi, near Arai.	[765, 827, 892, 838]
lease-item: 6 acres Taowhiro, near Upper Arai.	[765, 943, 905, 954]
garrett-number: 375	[1281, 486, 1295, 496]
